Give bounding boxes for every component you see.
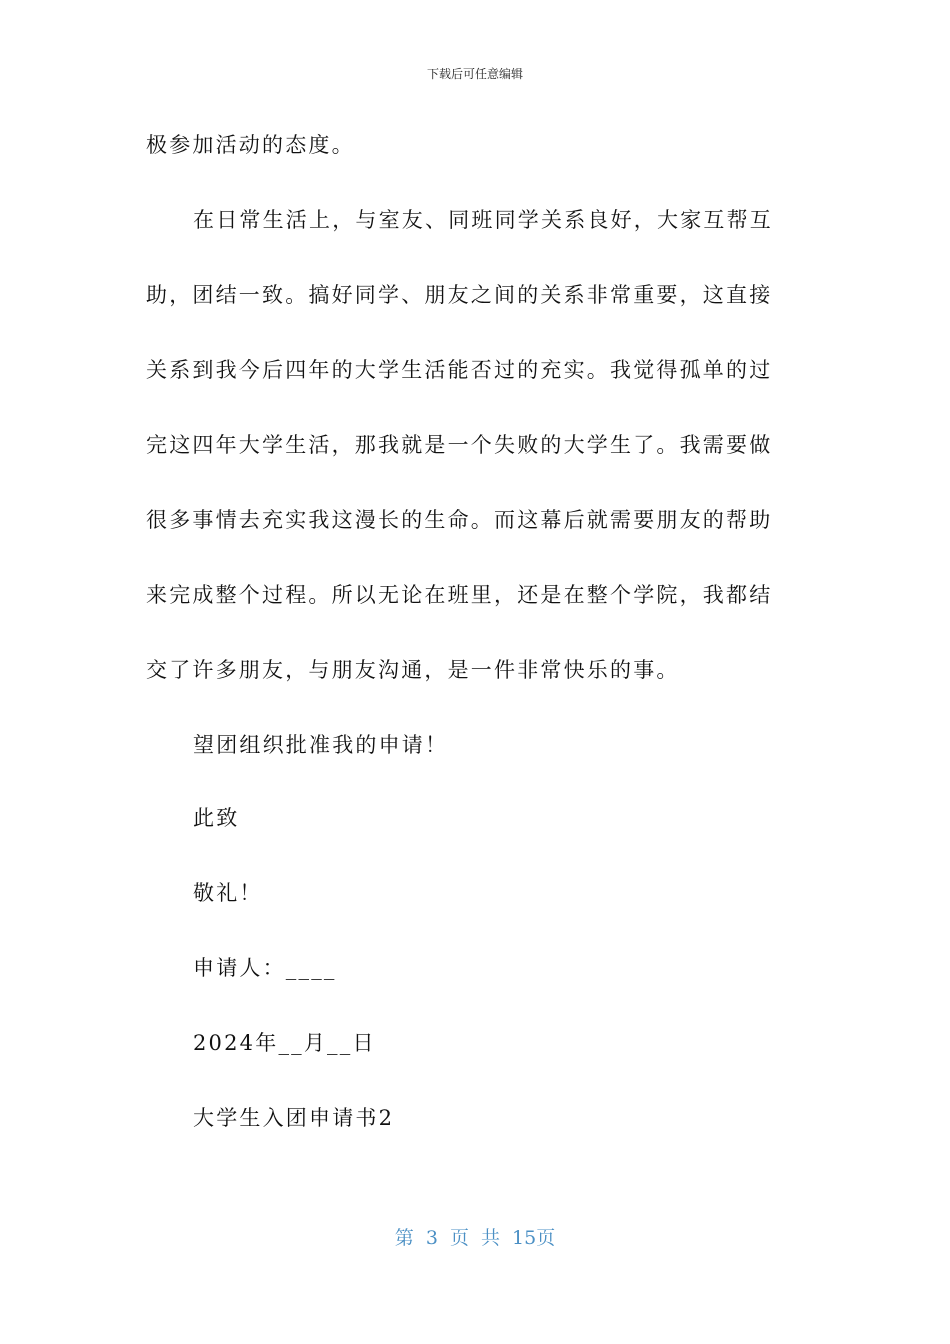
request-line: 望团组织批准我的申请！ xyxy=(193,733,449,757)
paragraph-line: 助，团结一致。搞好同学、朋友之间的关系非常重要，这直接 xyxy=(146,283,773,307)
paragraph-line: 在日常生活上，与室友、同班同学关系良好，大家互帮互 xyxy=(193,208,773,232)
page-number: 第 3 页 共 15页 xyxy=(394,1227,556,1249)
paragraph-line: 来完成整个过程。所以无论在班里，还是在整个学院，我都结 xyxy=(146,583,773,607)
paragraph-line: 完这四年大学生活，那我就是一个失败的大学生了。我需要做 xyxy=(146,433,773,457)
paragraph-line: 关系到我今后四年的大学生活能否过的充实。我觉得孤单的过 xyxy=(146,358,773,382)
section-title: 大学生入团申请书2 xyxy=(193,1106,395,1130)
date-line: 2024年__月__日 xyxy=(193,1031,376,1055)
page-header: 下载后可任意编辑 xyxy=(426,67,523,81)
paragraph-line: 很多事情去充实我这漫长的生命。而这幕后就需要朋友的帮助 xyxy=(146,508,773,532)
salutation-line: 此致 xyxy=(193,806,240,830)
applicant-line: 申请人：____ xyxy=(193,956,337,980)
paragraph-line: 交了许多朋友，与朋友沟通，是一件非常快乐的事。 xyxy=(146,658,680,682)
paragraph-line: 极参加活动的态度。 xyxy=(146,133,355,157)
salutation-line: 敬礼！ xyxy=(193,881,263,905)
